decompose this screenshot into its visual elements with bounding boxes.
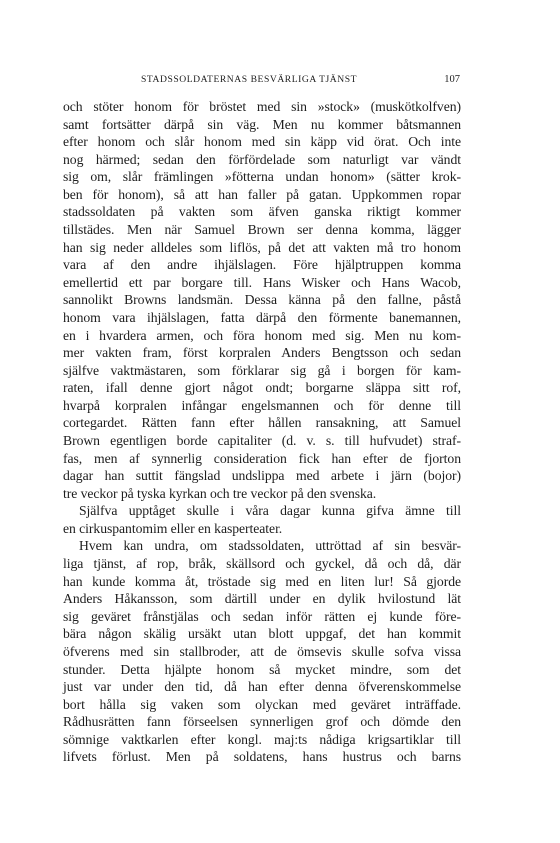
text-line: sannolikt Browns landsmän. Dessa känna på den fallne, påstå [63, 292, 461, 308]
text-line: bära någon skälig ursäkt utan blott uppgaf, det han kommit [63, 626, 461, 642]
text-line: efter honom och slår honom med sin käpp vid örat. Och inte [63, 134, 461, 150]
text-line: emellertid ett par borgare till. Hans Wisker och Hans Wacob, [63, 274, 461, 290]
text-line: stunder. Detta hjälpte honom så mycket mindre, som det [63, 661, 461, 677]
text-line: lifvets förlust. Men på soldatens, hans hustrus och barns [63, 749, 461, 765]
text-line: vara af den andre ihjälslagen. Före hjälptruppen komma [63, 257, 461, 273]
text-line: cortegardet. Rätten fann efter hållen ransakning, att Samuel [63, 415, 461, 431]
text-line: själfve vaktmästaren, som förklarar sig gå i borgen för kam- [63, 362, 461, 378]
text-line: nog härmed; sedan den förfördelade som naturligt var vändt [63, 151, 461, 167]
page-number: 107 [444, 74, 460, 85]
text-line: just var under den tid, då han efter denna öfverenskommelse [63, 679, 461, 695]
text-line: Rådhusrätten fann förseelsen synnerligen grof och dömde den [63, 714, 461, 730]
text-line: sig om, slår främlingen »fötterna undan honom» (sätter krok- [63, 169, 461, 185]
text-line: sig geväret frånstjälas och sedan inför rätten ej kunde före- [63, 608, 461, 624]
text-line: ben för honom), så att han faller på gatan. Uppkommen ropar [63, 186, 461, 202]
text-line: Brown egentligen borde capitaliter (d. v. s. till hufvudet) straf- [63, 432, 461, 448]
text-line: honom vara ihjälslagen, fatta därpå den förmente banemannen, [63, 309, 461, 325]
text-line: tillstädes. Men när Samuel Brown ser denna komma, lägger [63, 222, 461, 238]
body-text [63, 98, 461, 766]
text-line: hvarpå korpralen infångar engelsmannen och för denne till [63, 397, 461, 413]
text-line: dagar han suttit fängslad undslippa med arbete i järn (bojor) [63, 468, 461, 484]
text-line: han sig neder alldeles som liflös, på det att vakten må tro honom [63, 239, 461, 255]
text-line: han kunde komma åt, tröstade sig med en liten lur! Så gjorde [63, 573, 461, 589]
paragraph-end-line: en cirkuspantomim eller en kasperteater. [63, 520, 283, 536]
paragraph-end-line: tre veckor på tyska kyrkan och tre veckor på den svenska. [63, 485, 377, 501]
text-line: samt fortsätter därpå sin väg. Men nu kommer båtsmannen [63, 116, 461, 132]
text-line: liga tjänst, af rop, bråk, skällsord och gyckel, då och då, där [63, 556, 461, 572]
text-line: en i hvardera armen, och föra honom med sig. Men nu kom- [63, 327, 461, 343]
text-line: raten, ifall denne gjort något ondt; borgarne släppa sitt rof, [63, 380, 461, 396]
text-line: bort hålla sig vaken som olyckan med geväret inträffade. [63, 696, 461, 712]
text-line: Anders Håkansson, som därtill under en dylik hvilostund lät [63, 591, 461, 607]
text-line: fas, men af synnerlig consideration fick han efter de fjorton [63, 450, 461, 466]
text-line: öfverens med sin stallbroder, att de ömsevis skulle sofva vissa [63, 643, 461, 659]
text-line: sömnige vaktkarlen efter kongl. maj:ts nådiga krigsartiklar till [63, 731, 461, 747]
running-title: STADSSOLDATERNAS BESVÄRLIGA TJÄNST [141, 74, 358, 85]
text-line: mer vakten fram, först korpralen Anders Bengtsson och sedan [63, 345, 461, 361]
text-line: stadssoldaten på vakten som äfven ganska riktigt kommer [63, 204, 461, 220]
text-line: och stöter honom för bröstet med sin »stock» (muskötkolfven) [63, 99, 461, 114]
paragraph-start-line: Själfva upptåget skulle i våra dagar kunna gifva ämne till [79, 503, 461, 519]
paragraph-start-line: Hvem kan undra, om stadssoldaten, uttröttad af sin besvär- [79, 538, 461, 554]
running-head [133, 72, 460, 88]
